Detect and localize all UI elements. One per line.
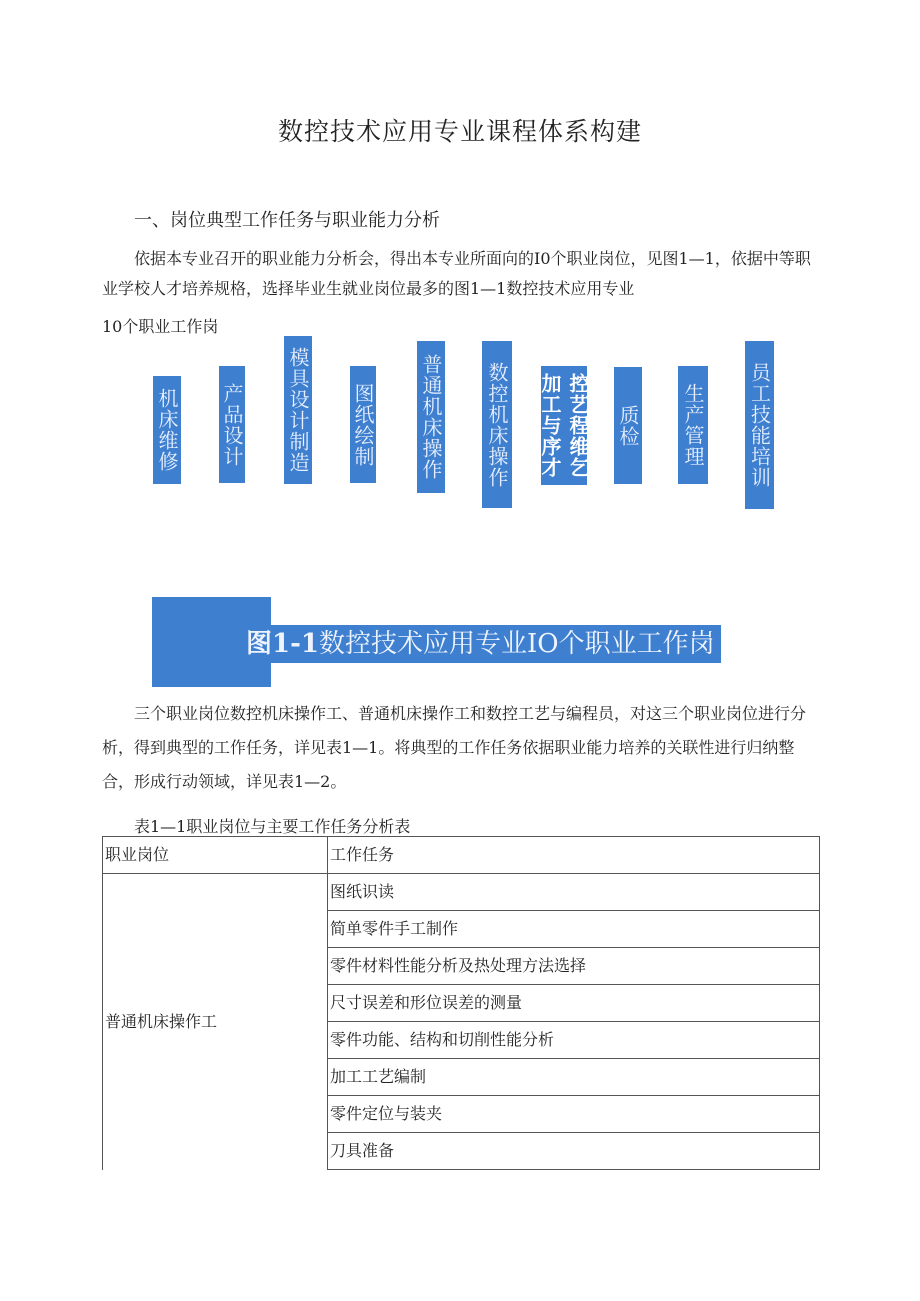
intro-paragraph: 依据本专业召开的职业能力分析会，得出本专业所面向的I0个职业岗位，见图1—1，依据中等职业学校人才培养规格，选择毕业生就业岗位最多的图1—1数控技术应用专业 <box>102 249 811 298</box>
header-cell-role: 职业岗位 <box>103 837 328 874</box>
job-bar-4: 图纸绘制 <box>350 366 376 483</box>
figure-caption-prefix: 图 <box>246 629 273 659</box>
task-table <box>102 836 820 1170</box>
job-bar-1: 机床维修 <box>153 376 181 484</box>
page-title: 数控技术应用专业课程体系构建 <box>277 117 642 146</box>
analysis-paragraph: 三个职业岗位数控机床操作工、普通机床操作工和数控工艺与编程员，对这三个职业岗位进行分析，得到典型的工作任务，详见表1—1。将典型的工作任务依据职业能力培养的关联性进行归纳整合，形成行动领域，详见表1—2。 <box>102 704 807 791</box>
task-cell: 零件功能、结构和切削性能分析 <box>328 1022 820 1059</box>
task-cell: 简单零件手工制作 <box>328 911 820 948</box>
job-bar-7-right: 控艺程维乞 <box>566 373 590 478</box>
task-cell: 尺寸误差和形位误差的测量 <box>328 985 820 1022</box>
job-bar-8: 质检 <box>614 367 642 484</box>
job-bar-3: 模具设计制造 <box>284 336 312 484</box>
job-bar-7-left: 加工与序才 <box>538 373 562 478</box>
header-cell-task: 工作任务 <box>328 837 820 874</box>
table-header-row <box>103 837 820 874</box>
table-caption: 表1—1职业岗位与主要工作任务分析表 <box>134 817 411 836</box>
figure-intro-line: 10个职业工作岗 <box>102 317 219 336</box>
role-cell: 普通机床操作工 <box>103 874 328 1170</box>
job-bar-10: 员工技能培训 <box>745 341 774 509</box>
figure-caption-number: 1-1 <box>272 629 319 659</box>
figure-caption <box>246 625 721 663</box>
task-cell: 刀具准备 <box>328 1133 820 1170</box>
section-heading: 一、岗位典型工作任务与职业能力分析 <box>134 210 440 231</box>
table-row <box>103 874 820 911</box>
job-bar-6: 数控机床操作 <box>482 341 512 508</box>
job-bar-5: 普通机床操作 <box>417 341 445 493</box>
job-bar-7 <box>538 366 590 485</box>
figure-caption-text: 数控技术应用专业IO个职业工作岗 <box>319 629 715 659</box>
task-cell: 图纸识读 <box>328 874 820 911</box>
task-cell: 零件定位与装夹 <box>328 1096 820 1133</box>
task-cell: 零件材料性能分析及热处理方法选择 <box>328 948 820 985</box>
job-bar-9: 生产管理 <box>678 366 708 484</box>
task-cell: 加工工艺编制 <box>328 1059 820 1096</box>
job-bar-2: 产品设计 <box>219 366 245 483</box>
